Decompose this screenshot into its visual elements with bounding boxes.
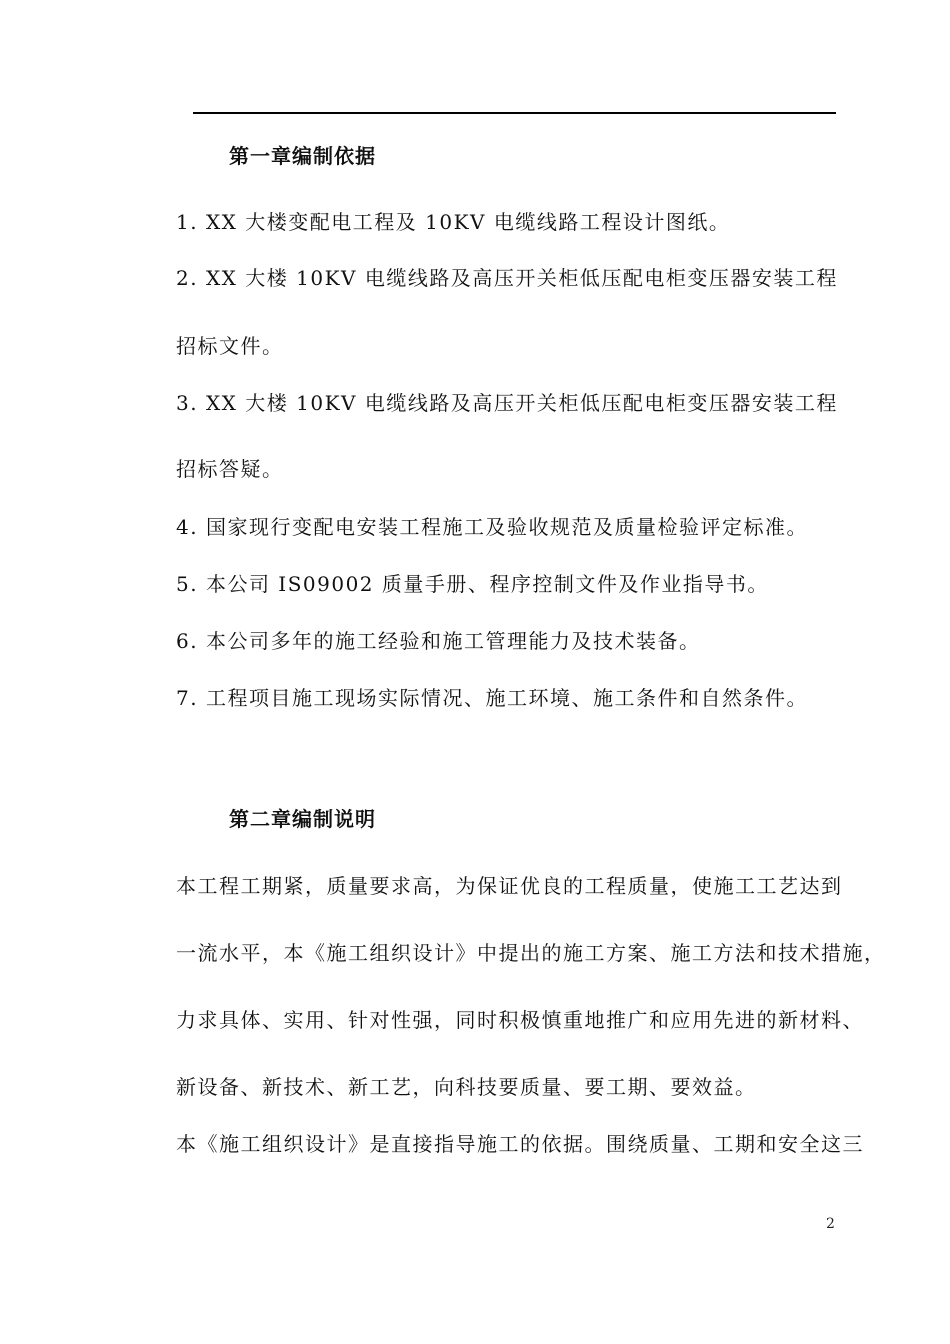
basis-item-2-continued: 招标文件。 [176, 334, 284, 358]
description-line-2: 一流水平，本《施工组织设计》中提出的施工方案、施工方法和技术措施， [176, 941, 886, 965]
basis-item-3: 3. XX 大楼 10KV 电缆线路及高压开关柜低压配电柜变压器安装工程 [176, 391, 838, 415]
description-line-1: 本工程工期紧，质量要求高，为保证优良的工程质量，使施工工艺达到 [176, 874, 843, 898]
basis-item-4: 4. 国家现行变配电安装工程施工及验收规范及质量检验评定标准。 [176, 515, 808, 539]
basis-item-2: 2. XX 大楼 10KV 电缆线路及高压开关柜低压配电柜变压器安装工程 [176, 266, 838, 290]
chapter-2-heading: 第二章编制说明 [229, 807, 376, 831]
description-line-5: 本《施工组织设计》是直接指导施工的依据。围绕质量、工期和安全这三 [176, 1132, 864, 1156]
basis-item-5: 5. 本公司 IS09002 质量手册、程序控制文件及作业指导书。 [176, 572, 769, 596]
chapter-1-heading: 第一章编制依据 [229, 144, 376, 168]
header-rule [193, 112, 836, 114]
description-line-4: 新设备、新技术、新工艺，向科技要质量、要工期、要效益。 [176, 1075, 757, 1099]
description-line-3: 力求具体、实用、针对性强，同时积极慎重地推广和应用先进的新材料、 [176, 1008, 864, 1032]
basis-item-6: 6. 本公司多年的施工经验和施工管理能力及技术装备。 [176, 629, 701, 653]
page-number: 2 [826, 1216, 835, 1232]
basis-item-1: 1. XX 大楼变配电工程及 10KV 电缆线路工程设计图纸。 [176, 210, 731, 234]
basis-item-7: 7. 工程项目施工现场实际情况、施工环境、施工条件和自然条件。 [176, 686, 808, 710]
basis-item-3-continued: 招标答疑。 [176, 457, 284, 481]
